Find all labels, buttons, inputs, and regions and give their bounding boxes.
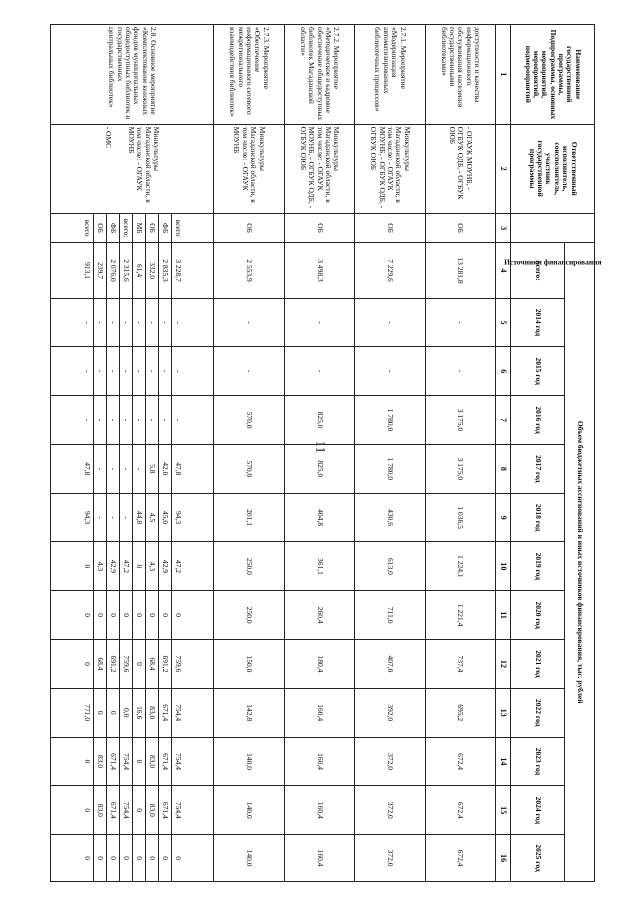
sub-value: 671,4 [107, 786, 120, 834]
sub-value: - [146, 299, 159, 347]
sub-value: - [107, 445, 120, 493]
header-year: 2024 год [511, 786, 565, 835]
col-number: 15 [496, 786, 511, 835]
row-value: 372,0 [355, 737, 425, 786]
row-value: 404,8 [284, 493, 354, 542]
sub-values-column [51, 542, 214, 591]
sub-value: 4,5 [146, 494, 159, 542]
sub-source: ОБ [146, 214, 159, 243]
sub-source: ФБ [107, 214, 120, 243]
sub-value: 0 [81, 738, 94, 786]
header-year: 2014 год [511, 298, 565, 347]
row-value: 142,8 [214, 688, 284, 737]
row-value: - [284, 298, 354, 347]
row-value: - [425, 347, 495, 396]
header-total: всего: [511, 243, 565, 298]
sub-value: 47,2 [120, 542, 133, 590]
sub-value: 68,4 [146, 640, 159, 688]
sub-value: 0 [120, 591, 133, 639]
sub-values-column [51, 493, 214, 542]
sub-value: - [173, 418, 183, 422]
sub-value: - [146, 396, 159, 444]
sub-value: 61,4 [133, 243, 146, 297]
sub-value: 671,4 [159, 689, 172, 737]
page-number: 11 [313, 440, 328, 454]
row-name: доступности и качества информационного обслуживания населения государственными библиотеками» [425, 25, 495, 125]
sub-value: - [159, 299, 172, 347]
header-year: 2021 год [511, 640, 565, 689]
sub-value: 0 [159, 591, 172, 639]
row-source: ОБ [284, 213, 354, 243]
sub-value: - [133, 347, 146, 395]
row-responsible: - ОГАУК МОУНБ, - ОГБУК ОДБ, - ОГБУК ОЮБ [425, 124, 495, 213]
table-row [214, 25, 284, 882]
sub-value: 94,3 [81, 494, 94, 542]
sub-value: - [133, 445, 146, 493]
row-responsible: Минкультуры Магаданской области, в том числе: - ОГАУК МОУНБ, - ОГБУК ОДБ, - ОГБУК ОЮБ [355, 124, 425, 213]
sub-value: 42,9 [159, 542, 172, 590]
header-year: 2017 год [511, 444, 565, 493]
row-value: 201,1 [214, 493, 284, 542]
sub-value: - [159, 396, 172, 444]
row-value: 570,0 [214, 444, 284, 493]
sub-value: 671,4 [107, 738, 120, 786]
row-value: 140,0 [214, 835, 284, 882]
row-responsible [51, 124, 214, 213]
row-value: 825,0 [284, 396, 354, 445]
sub-value: 44,8 [133, 494, 146, 542]
sub-value: 0 [81, 542, 94, 590]
sub-value: 759,6 [173, 655, 183, 673]
row-value: 613,0 [355, 542, 425, 591]
row-value: 695,2 [425, 688, 495, 737]
row-value: 2 553,9 [214, 243, 284, 298]
sub-values-column [51, 243, 214, 298]
row-value: 1 780,0 [355, 396, 425, 445]
sub-value: 759,6 [120, 640, 133, 688]
row-value: 160,4 [284, 737, 354, 786]
sub-value: - [107, 299, 120, 347]
sub-values-column [51, 786, 214, 835]
sub-value: - [94, 494, 107, 542]
row-value: 711,0 [355, 591, 425, 640]
sub-value: 691,2 [159, 640, 172, 688]
col-number: 13 [496, 688, 511, 737]
sub-value: 0 [133, 786, 146, 834]
row-value: - [355, 347, 425, 396]
sub-value: 0 [94, 835, 107, 881]
sub-value: 771,0 [81, 689, 94, 737]
sub-value: 0 [133, 835, 146, 881]
row-value: 672,4 [425, 786, 495, 835]
sub-value: - [107, 494, 120, 542]
sub-value: 47,8 [81, 445, 94, 493]
row-responsible: Минкультуры Магаданской области, в том числе: - ОГАУК МОУНБ, - ОГБУК ОДБ, - ОГБУК ОЮБ [284, 124, 354, 213]
sub-value: - [133, 299, 146, 347]
row-value: - [284, 347, 354, 396]
row-value: 672,4 [425, 835, 495, 882]
row-value: - [214, 298, 284, 347]
sub-value: 42,0 [159, 445, 172, 493]
sub-value: 47,2 [173, 559, 183, 573]
row-value: 180,4 [284, 640, 354, 689]
sub-value: 671,4 [159, 738, 172, 786]
sub-value: - [94, 347, 107, 395]
sub-values-column [51, 347, 214, 396]
sub-value: - [120, 494, 133, 542]
sub-value: 754,4 [173, 753, 183, 770]
row-value: 1 036,5 [425, 493, 495, 542]
sub-value: 83,0 [146, 786, 159, 834]
row-value: 140,0 [214, 786, 284, 835]
sub-value: - [120, 445, 133, 493]
sub-value: 0,0 [120, 689, 133, 737]
sub-value: - [94, 445, 107, 493]
row-value: 1 780,0 [355, 444, 425, 493]
rotated-page [50, 24, 602, 882]
sub-value: - [107, 396, 120, 444]
source-multi [51, 213, 214, 243]
sub-value: 47,8 [173, 462, 183, 476]
sub-value: - [81, 347, 94, 395]
sub-value: 0 [133, 738, 146, 786]
sub-value: - [146, 347, 159, 395]
sub-value: 0 [133, 591, 146, 639]
row-value: - [425, 298, 495, 347]
row-value: 737,4 [425, 640, 495, 689]
row-value: 372,0 [355, 786, 425, 835]
col-number: 8 [496, 444, 511, 493]
sub-value: 5,8 [146, 445, 159, 493]
sub-value: 42,9 [107, 542, 120, 590]
row-value: - [214, 347, 284, 396]
row-source: ОБ [425, 213, 495, 243]
header-year: 2015 год [511, 347, 565, 396]
row-value: 392,0 [355, 688, 425, 737]
table-row [425, 25, 495, 882]
row-value: 250,0 [214, 591, 284, 640]
sub-values-column [51, 737, 214, 786]
header-name: Наименование государственной программы, Подпрограммы, основных мероприятий, мероприятий, подмероприятий [511, 25, 595, 125]
sub-value: 913,1 [81, 243, 94, 297]
sub-value: 239,7 [94, 243, 107, 297]
sub-value: - [94, 396, 107, 444]
sub-value: 94,3 [173, 511, 183, 525]
row-name: 2.8. Основное мероприятие «Комплектование книжных фондов муниципальных общедоступных библиотек и государственных центральных библиотек» [51, 25, 214, 125]
sub-value: 2 076,0 [107, 243, 120, 297]
row-value: 3 175,0 [425, 444, 495, 493]
sub-value: - [94, 299, 107, 347]
sub-value: 0 [120, 835, 133, 881]
row-value: - [355, 298, 425, 347]
sub-source: всего [173, 219, 183, 237]
sub-value: 2 315,6 [120, 243, 133, 297]
header-year: 2025 год [511, 835, 565, 882]
sub-value: - [159, 347, 172, 395]
sub-value: 0 [133, 640, 146, 688]
sub-value: - [120, 347, 133, 395]
col-number: 4 [496, 243, 511, 298]
sub-value: 4,3 [146, 542, 159, 590]
header-year: 2023 год [511, 737, 565, 786]
row-value: 150,0 [214, 640, 284, 689]
sub-value: 0 [159, 835, 172, 881]
sub-values-column [51, 396, 214, 445]
sub-value: 754,4 [120, 786, 133, 834]
sub-value: 754,4 [120, 738, 133, 786]
sub-source: МБ [133, 214, 146, 243]
row-value: 140,0 [214, 737, 284, 786]
sub-value: - [107, 347, 120, 395]
row-value: 407,0 [355, 640, 425, 689]
sub-value: 0 [146, 835, 159, 881]
row-value: 7 229,6 [355, 243, 425, 298]
header-funding: Объем бюджетных ассигнований и иных источников финансирования, тыс. рублей [565, 243, 595, 882]
sub-value: - [120, 299, 133, 347]
sub-value: 0 [146, 591, 159, 639]
table-body [51, 25, 496, 882]
col-number: 16 [496, 835, 511, 882]
row-value: 570,0 [214, 396, 284, 445]
sub-value: 45,0 [159, 494, 172, 542]
header-year: 2020 год [511, 591, 565, 640]
sub-value: 0 [81, 640, 94, 688]
sub-value: 0 [107, 835, 120, 881]
sub-value: - [173, 321, 183, 324]
row-value: 1 221,4 [425, 591, 495, 640]
sub-value: - [173, 370, 183, 373]
sub-value: 0 [173, 856, 183, 860]
row-value: 160,4 [284, 786, 354, 835]
row-value: 825,0 [284, 444, 354, 493]
sub-value: 68,4 [94, 640, 107, 688]
sub-value: 83,0 [94, 786, 107, 834]
row-value: 1 224,1 [425, 542, 495, 591]
row-value: 361,1 [284, 542, 354, 591]
sub-value: 754,4 [173, 704, 183, 722]
row-name: 2.7.3. Мероприятие «Обеспечение информационного сетевого межрегионального взаимодействия библиотек» [214, 25, 284, 125]
sub-value: 691,2 [107, 640, 120, 688]
sub-source: всего [81, 214, 94, 243]
col-number: 14 [496, 737, 511, 786]
row-value: 372,0 [355, 835, 425, 882]
sub-source: ОБ [94, 214, 107, 243]
sub-values-column [51, 444, 214, 493]
sub-value: 754,4 [173, 801, 183, 819]
col-number: 10 [496, 542, 511, 591]
table-row [284, 25, 354, 882]
row-value: 13 281,8 [425, 243, 495, 298]
row-value: 250,0 [214, 542, 284, 591]
sub-value: 0 [173, 613, 183, 618]
row-source: ОБ [355, 213, 425, 243]
sub-value: 0 [133, 542, 146, 590]
sub-values-column [51, 640, 214, 689]
col-number: 2 [496, 124, 511, 213]
row-name: 2.7.1. Мероприятие «Модернизация автоматизированных библиотечных процессов» [355, 25, 425, 125]
col-number: 11 [496, 591, 511, 640]
sub-value: 4,3 [94, 542, 107, 590]
sub-value: 671,4 [159, 786, 172, 834]
sub-source: ФБ [159, 214, 172, 243]
col-number: 12 [496, 640, 511, 689]
table-row [355, 25, 425, 882]
header-year: 2022 год [511, 688, 565, 737]
col-number: 5 [496, 298, 511, 347]
col-number: 6 [496, 347, 511, 396]
header-year: 2019 год [511, 542, 565, 591]
row-responsible: Минкультуры Магаданской области, в том числе: - ОГАУК МОУНБ [214, 124, 284, 213]
sub-value: 0 [94, 591, 107, 639]
header-responsible: Ответственный исполнитель, соисполнитель, участник государственной программы [511, 124, 595, 213]
sub-value: 83,0 [94, 738, 107, 786]
sub-value: 16,6 [133, 689, 146, 737]
row-value: 260,4 [284, 591, 354, 640]
col-number: 7 [496, 396, 511, 445]
sub-value: - [81, 299, 94, 347]
table-row [51, 25, 214, 882]
sub-value: 2 835,3 [159, 243, 172, 297]
sub-value: 332,0 [146, 243, 159, 297]
row-value: 160,4 [284, 835, 354, 882]
sub-values-column [51, 591, 214, 640]
column-numbers-row [496, 25, 511, 882]
sub-source: всего: [120, 214, 133, 243]
sub-values-column [51, 688, 214, 737]
row-value: 430,6 [355, 493, 425, 542]
rotated-table-container [50, 24, 602, 882]
row-value: 3 175,0 [425, 396, 495, 445]
sub-value: 0 [81, 591, 94, 639]
responsible-oms: - ОМС [104, 126, 114, 149]
col-number: 9 [496, 493, 511, 542]
row-value: 160,4 [284, 688, 354, 737]
row-name: 2.7.2. Мероприятие «Методическое и кадровое обеспечение общедоступных библиотек Магаданской области» [284, 25, 354, 125]
col-number: 3 [496, 213, 511, 243]
row-value: 672,4 [425, 737, 495, 786]
sub-value: 83,0 [146, 689, 159, 737]
funding-table [50, 24, 602, 882]
sub-value: 0 [81, 786, 94, 834]
sub-value: 0 [81, 835, 94, 881]
row-source: ОБ [214, 213, 284, 243]
header-source: Источники финансирования [511, 213, 595, 243]
sub-value: - [133, 396, 146, 444]
row-value: 3 498,3 [284, 243, 354, 298]
sub-value: - [120, 396, 133, 444]
responsible-main: Минкультуры Магаданской области, в том числе: - ОГАУК МОУНБ [126, 126, 162, 203]
sub-value: 3 228,7 [173, 259, 183, 282]
sub-values-column [51, 835, 214, 882]
sub-value: 0 [107, 591, 120, 639]
header-year: 2016 год [511, 396, 565, 445]
col-number: 1 [496, 25, 511, 125]
sub-values-column [51, 298, 214, 347]
sub-value: 0 [107, 689, 120, 737]
sub-value: 83,0 [146, 738, 159, 786]
sub-value: - [81, 396, 94, 444]
sub-value: 0 [94, 689, 107, 737]
header-year: 2018 год [511, 493, 565, 542]
